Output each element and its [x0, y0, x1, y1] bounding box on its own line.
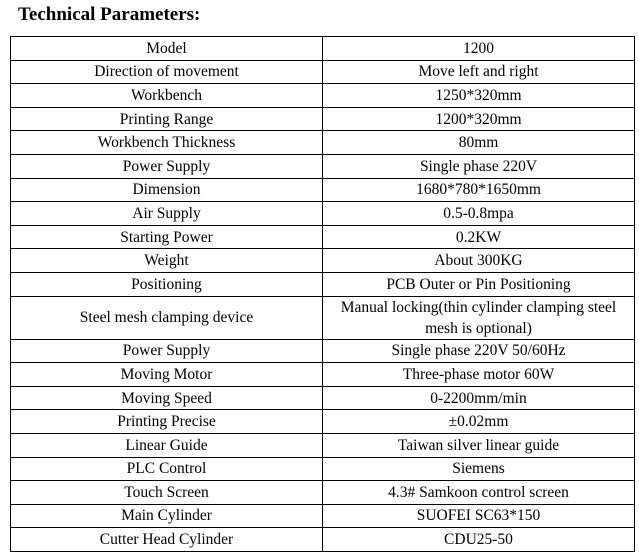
- parameter-value: 0.5-0.8mpa: [323, 202, 635, 226]
- parameter-name: Workbench: [11, 84, 323, 108]
- parameter-value: Single phase 220V: [323, 154, 635, 178]
- parameter-value: PCB Outer or Pin Positioning: [323, 272, 635, 296]
- parameter-name: PLC Control: [11, 457, 323, 481]
- page-title: Technical Parameters:: [18, 4, 201, 25]
- parameter-value: About 300KG: [323, 249, 635, 273]
- parameter-value: SUOFEI SC63*150: [323, 504, 635, 528]
- parameter-name: Workbench Thickness: [11, 131, 323, 155]
- table-row: [11, 131, 635, 155]
- parameter-name: Positioning: [11, 272, 323, 296]
- table-row: [11, 84, 635, 108]
- parameter-name: Model: [11, 37, 323, 61]
- parameter-value: Single phase 220V 50/60Hz: [323, 339, 635, 363]
- table-row: [11, 37, 635, 61]
- parameter-name: Moving Speed: [11, 386, 323, 410]
- table-row: [11, 249, 635, 273]
- table-row: [11, 386, 635, 410]
- table-row: [11, 528, 635, 552]
- table-row: [11, 363, 635, 387]
- parameter-value: 1200: [323, 37, 635, 61]
- parameter-name: Power Supply: [11, 154, 323, 178]
- table-row: [11, 225, 635, 249]
- parameter-value: 0.2KW: [323, 225, 635, 249]
- table-row: [11, 272, 635, 296]
- parameter-value: Manual locking(thin cylinder clamping steel mesh is optional): [323, 296, 635, 339]
- parameter-value: 0-2200mm/min: [323, 386, 635, 410]
- parameter-name: Air Supply: [11, 202, 323, 226]
- parameter-value: 80mm: [323, 131, 635, 155]
- parameter-value: 1680*780*1650mm: [323, 178, 635, 202]
- parameter-name: Printing Precise: [11, 410, 323, 434]
- table-row: [11, 60, 635, 84]
- parameter-name: Cutter Head Cylinder: [11, 528, 323, 552]
- parameter-value: Taiwan silver linear guide: [323, 433, 635, 457]
- parameter-name: Main Cylinder: [11, 504, 323, 528]
- table-row: [11, 481, 635, 505]
- parameter-name: Printing Range: [11, 107, 323, 131]
- parameter-name: Linear Guide: [11, 433, 323, 457]
- table-row: [11, 504, 635, 528]
- parameter-name: Moving Motor: [11, 363, 323, 387]
- parameter-value: 1200*320mm: [323, 107, 635, 131]
- table-row: [11, 296, 635, 339]
- table-row: [11, 433, 635, 457]
- parameter-value: CDU25-50: [323, 528, 635, 552]
- parameter-name: Power Supply: [11, 339, 323, 363]
- parameter-name: Steel mesh clamping device: [11, 296, 323, 339]
- parameter-value: ±0.02mm: [323, 410, 635, 434]
- table-row: [11, 339, 635, 363]
- technical-parameters-table: [10, 36, 635, 552]
- table-row: [11, 457, 635, 481]
- parameter-value: 1250*320mm: [323, 84, 635, 108]
- parameter-name: Direction of movement: [11, 60, 323, 84]
- parameter-name: Dimension: [11, 178, 323, 202]
- parameter-value: Three-phase motor 60W: [323, 363, 635, 387]
- parameter-value: 4.3# Samkoon control screen: [323, 481, 635, 505]
- table-row: [11, 107, 635, 131]
- table-row: [11, 154, 635, 178]
- parameter-name: Weight: [11, 249, 323, 273]
- parameter-name: Touch Screen: [11, 481, 323, 505]
- parameter-value: Move left and right: [323, 60, 635, 84]
- table-row: [11, 410, 635, 434]
- table-row: [11, 178, 635, 202]
- parameter-name: Starting Power: [11, 225, 323, 249]
- table-row: [11, 202, 635, 226]
- parameter-value: Siemens: [323, 457, 635, 481]
